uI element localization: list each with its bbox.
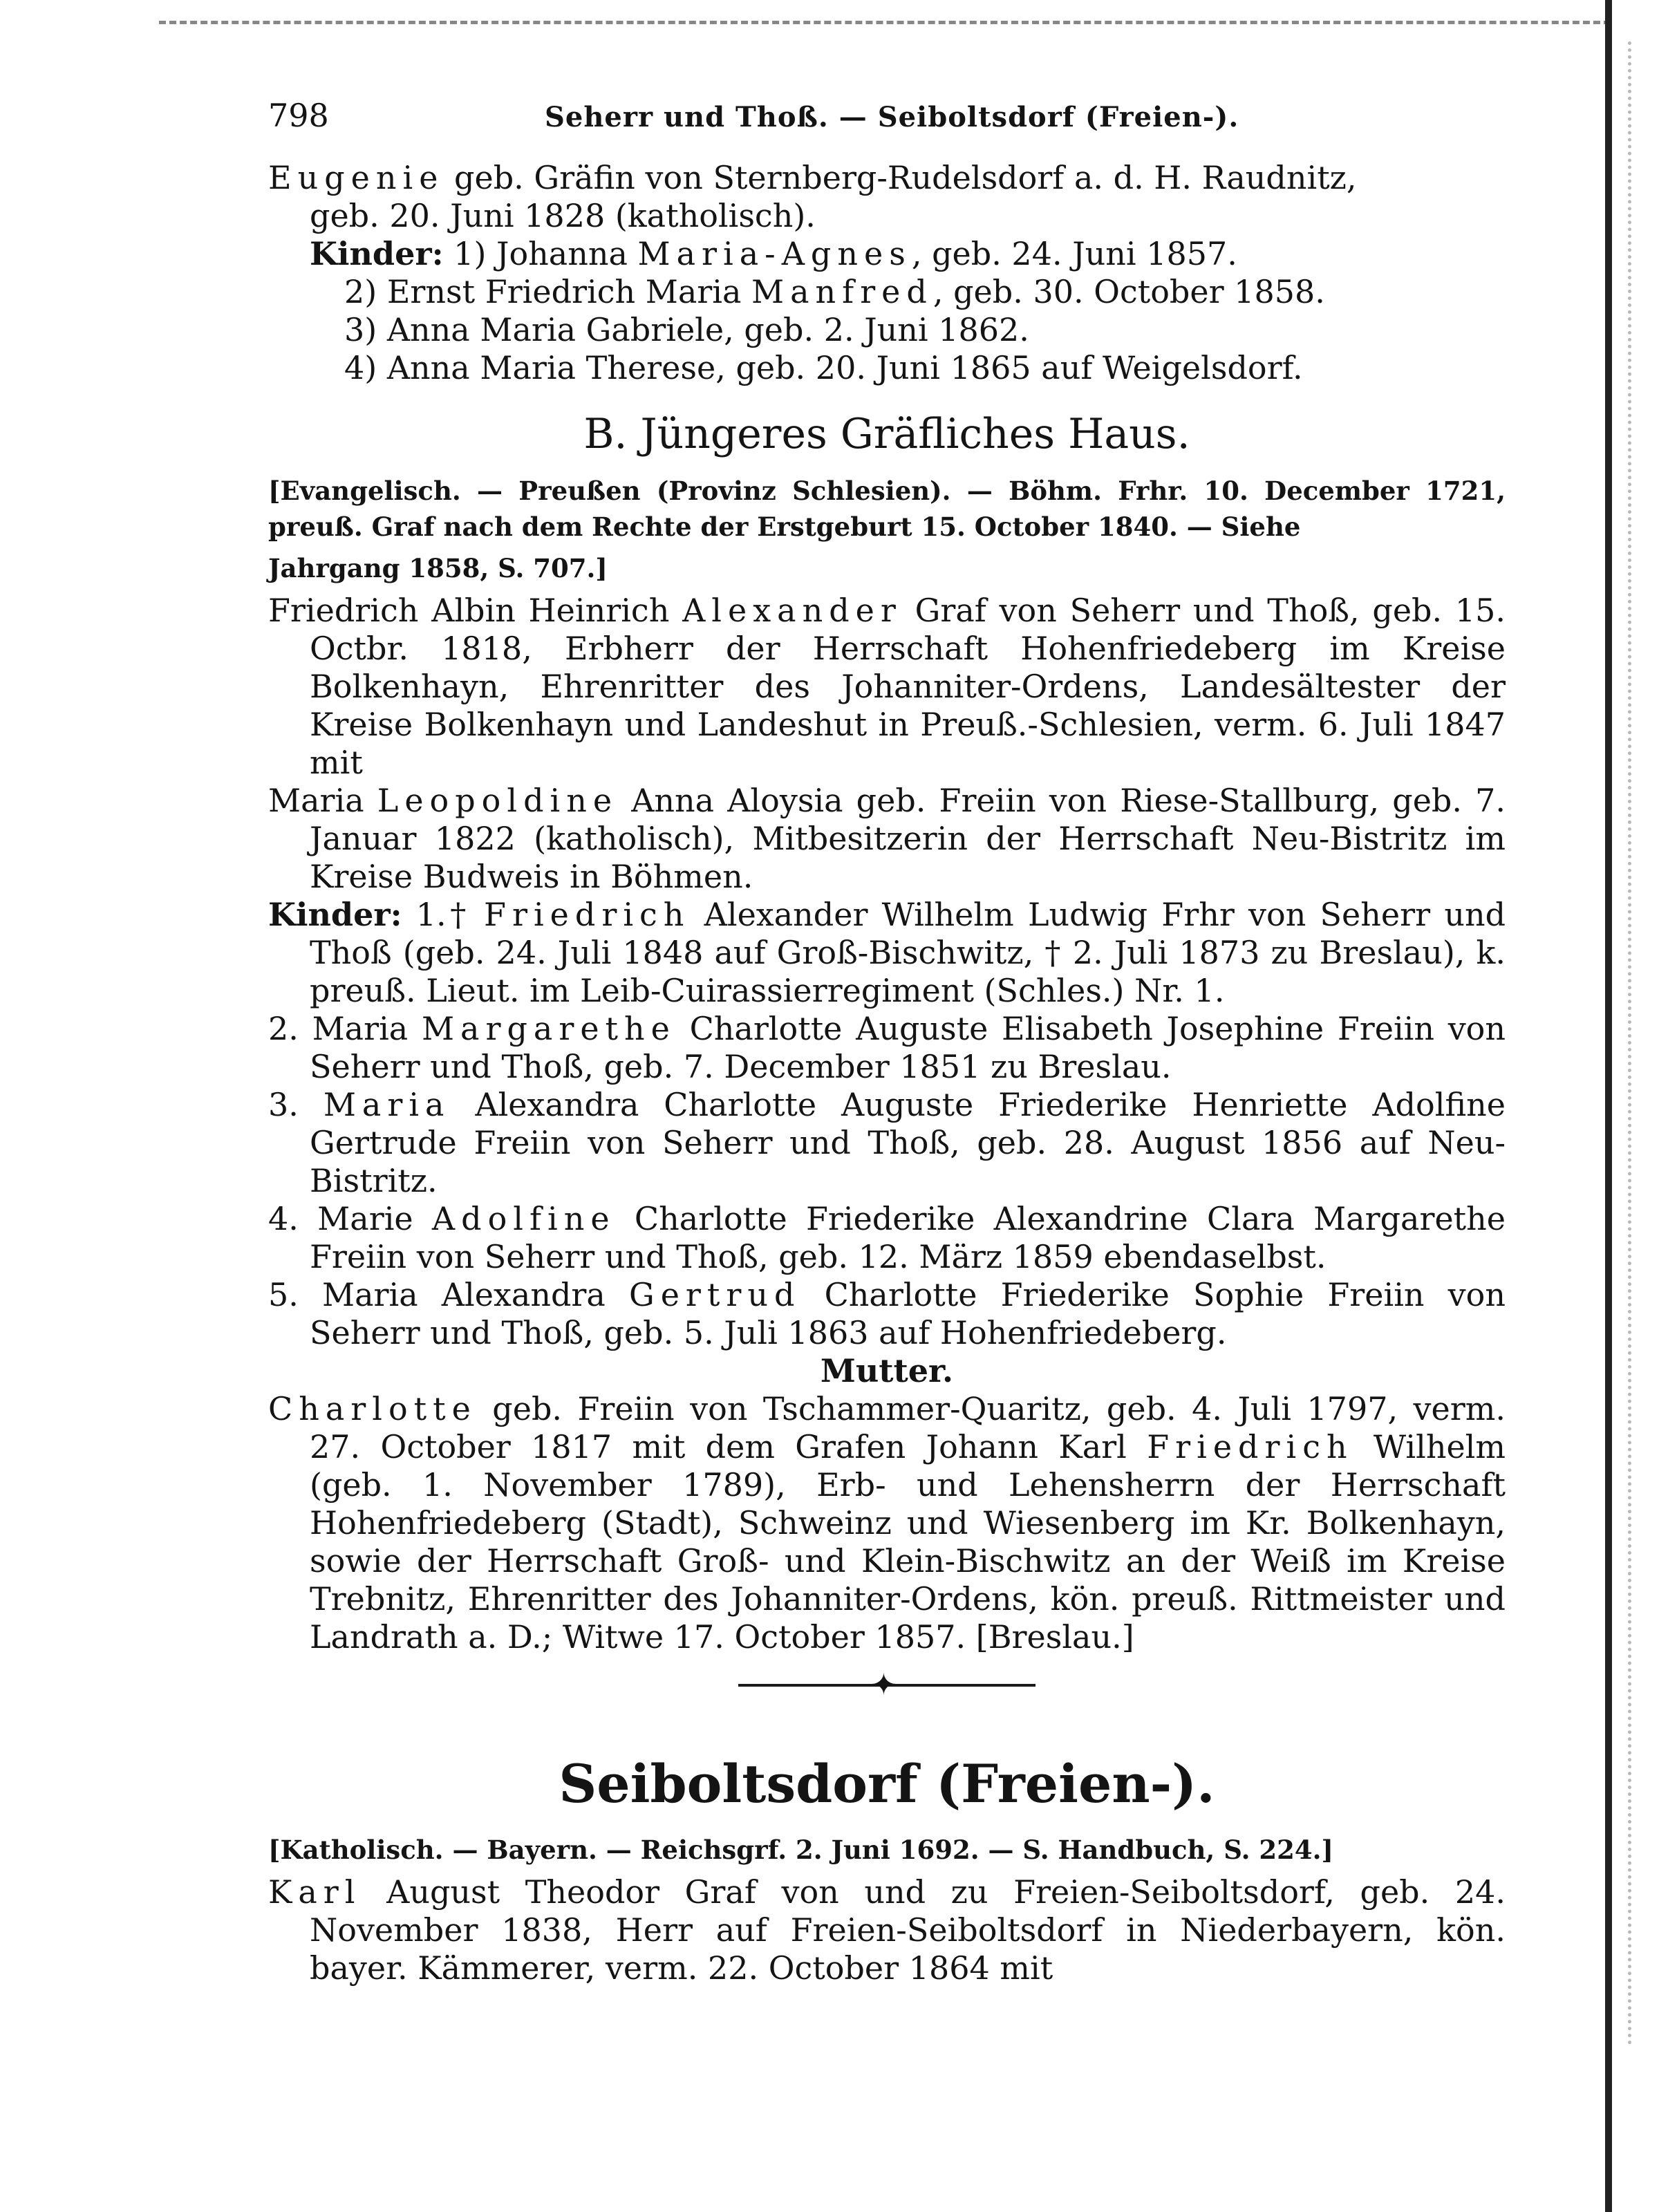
child-item: 4) Anna Maria Therese, geb. 20. Juni 1865 auf Weigelsdorf. xyxy=(344,349,1303,386)
child-rest: , geb. 24. Juni 1857. xyxy=(911,235,1237,272)
child-rest: Charlotte Auguste Elisabeth Josephine Freiin von Seherr und Thoß, geb. 7. December 1851 zu Breslau. xyxy=(310,1010,1506,1085)
entry-prefix: Friedrich Albin Heinrich xyxy=(268,592,683,629)
child-prefix: 3. xyxy=(268,1086,324,1123)
scan-edge-top xyxy=(159,21,1611,24)
entry-text: geb. Freiin von Tschammer-Quaritz, geb. 4. Juli 1797, verm. 27. October 1817 mit dem Grafen Johann Karl xyxy=(310,1390,1506,1465)
list-item xyxy=(268,1010,1506,1086)
ornament-divider xyxy=(268,1656,1506,1712)
list-item xyxy=(268,1200,1506,1276)
child-prefix: 4. Marie xyxy=(268,1200,432,1237)
entry-karl xyxy=(268,1873,1506,1987)
children-list-b xyxy=(268,896,1506,1352)
child-prefix: 5. Maria Alexandra xyxy=(268,1276,629,1313)
children-list-a xyxy=(268,235,1506,273)
child-name: Adolfine xyxy=(431,1200,616,1237)
child-name: Maria-Agnes xyxy=(637,235,912,272)
entry-text: Graf von Seherr und Thoß, geb. 15. Octbr. 1818, Erbherr der Herrschaft Hohenfriedeberg im Kreise Bolkenhayn, Ehrenritter des Johanniter-Ordens, Landesältester der Kreise Bolkenhayn und Landeshut in Preuß.-Schlesien, verm. 6. Juli 1847 mit xyxy=(310,592,1506,781)
section-b-note-end: Jahrgang 1858, S. 707.] xyxy=(268,553,608,583)
scan-edge-right-dots xyxy=(1628,41,1631,2046)
page-number: 798 xyxy=(268,97,329,134)
child-item: 3) Anna Maria Gabriele, geb. 2. Juni 1862. xyxy=(344,311,1029,348)
child-item xyxy=(268,273,1506,311)
child-name: Friedrich xyxy=(484,896,691,933)
kinder-label: Kinder: xyxy=(310,235,444,272)
child-prefix: 2) Ernst Friedrich Maria xyxy=(344,273,752,310)
list-item xyxy=(268,1086,1506,1200)
list-item xyxy=(268,896,1506,1010)
name-spaced: Friedrich xyxy=(1147,1428,1353,1465)
entry-prefix: Maria xyxy=(268,782,377,819)
name-spaced: Leopoldine xyxy=(377,782,619,819)
child-rest: Alexander Wilhelm Ludwig Frhr von Seherr und Thoß (geb. 24. Juli 1848 auf Groß-Bischwitz, † 2. Juli 1873 zu Breslau), k. preuß. Lieut. im Leib-Cuirassierregiment (Schles.) Nr. 1. xyxy=(310,896,1506,1009)
child-rest: , geb. 30. October 1858. xyxy=(932,273,1325,310)
section-b-note: [Evangelisch. — Preußen (Provinz Schlesien). — Böhm. Frhr. 10. December 1721, preuß. Graf nach dem Rechte der Erstgeburt 15. October 1840. — Siehe xyxy=(268,476,1506,542)
book-page xyxy=(268,97,1506,1987)
entry-text: August Theodor Graf von und zu Freien-Seiboltsdorf, geb. 24. November 1838, Herr auf Freien-Seiboltsdorf in Niederbayern, kön. bayer. Kämmerer, verm. 22. October 1864 mit xyxy=(310,1873,1506,1987)
child-name: Maria xyxy=(323,1086,451,1123)
section-title-seiboltsdorf: Seiboltsdorf (Freien-). xyxy=(559,1753,1215,1815)
entry-text: Anna Aloysia geb. Freiin von Riese-Stallburg, geb. 7. Januar 1822 (katholisch), Mitbesitzerin der Herrschaft Neu-Bistritz im Kreise Budweis in Böhmen. xyxy=(310,782,1506,895)
section-title-b: B. Jüngeres Gräfliches Haus. xyxy=(583,410,1190,458)
entry-text: geb. Gräfin von Sternberg-Rudelsdorf a. d. H. Raudnitz, xyxy=(444,159,1357,196)
scan-edge-right xyxy=(1605,0,1612,2212)
child-rest: Charlotte Friederike Sophie Freiin von Seherr und Thoß, geb. 5. Juli 1863 auf Hohenfriedeberg. xyxy=(310,1276,1506,1351)
child-rest: Alexandra Charlotte Auguste Friederike Henriette Adolfine Gertrude Freiin von Seherr und Thoß, geb. 28. August 1856 auf Neu-Bistritz. xyxy=(310,1086,1506,1199)
kinder-label: Kinder: xyxy=(268,896,402,933)
entry-eugenie-birth: geb. 20. Juni 1828 (katholisch). xyxy=(310,197,816,234)
child-rest: Charlotte Friederike Alexandrine Clara Margarethe Freiin von Seherr und Thoß, geb. 12. März 1859 ebendaselbst. xyxy=(310,1200,1506,1275)
mutter-heading: Mutter. xyxy=(820,1352,954,1389)
name-spaced: Alexander xyxy=(682,592,902,629)
child-prefix: 2. Maria xyxy=(268,1010,422,1047)
running-head: Seherr und Thoß. — Seiboltsdorf (Freien-). xyxy=(545,101,1239,133)
name-spaced: Eugenie xyxy=(268,159,444,196)
entry-friedrich xyxy=(268,592,1506,782)
seiboltsdorf-note: [Katholisch. — Bayern. — Reichsgrf. 2. Juni 1692. — S. Handbuch, S. 224.] xyxy=(268,1835,1333,1865)
name-spaced: Charlotte xyxy=(268,1390,477,1427)
child-name: Margarethe xyxy=(421,1010,676,1047)
child-prefix: 1.† xyxy=(415,896,485,933)
child-prefix: 1) Johanna xyxy=(453,235,638,272)
child-name: Gertrud xyxy=(628,1276,801,1313)
ornament-icon: ✦ xyxy=(871,1667,897,1703)
entry-text: Wilhelm (geb. 1. November 1789), Erb- und Lehensherrn der Herrschaft Hohenfriedeberg (Stadt), Schweinz und Wiesenberg im Kr. Bolkenhayn, sowie der Herrschaft Groß- und Klein-Bischwitz an der Weiß im Kreise Trebnitz, Ehrenritter des Johanniter-Ordens, kön. preuß. Rittmeister und Landrath a. D.; Witwe 17. October 1857. [Breslau.] xyxy=(310,1428,1506,1656)
entry-charlotte xyxy=(268,1390,1506,1656)
name-spaced: Karl xyxy=(268,1873,362,1911)
page-header xyxy=(268,97,1506,152)
list-item xyxy=(268,1276,1506,1352)
entry-eugenie xyxy=(268,159,1506,197)
child-name: Manfred xyxy=(751,273,933,310)
entry-maria xyxy=(268,782,1506,896)
